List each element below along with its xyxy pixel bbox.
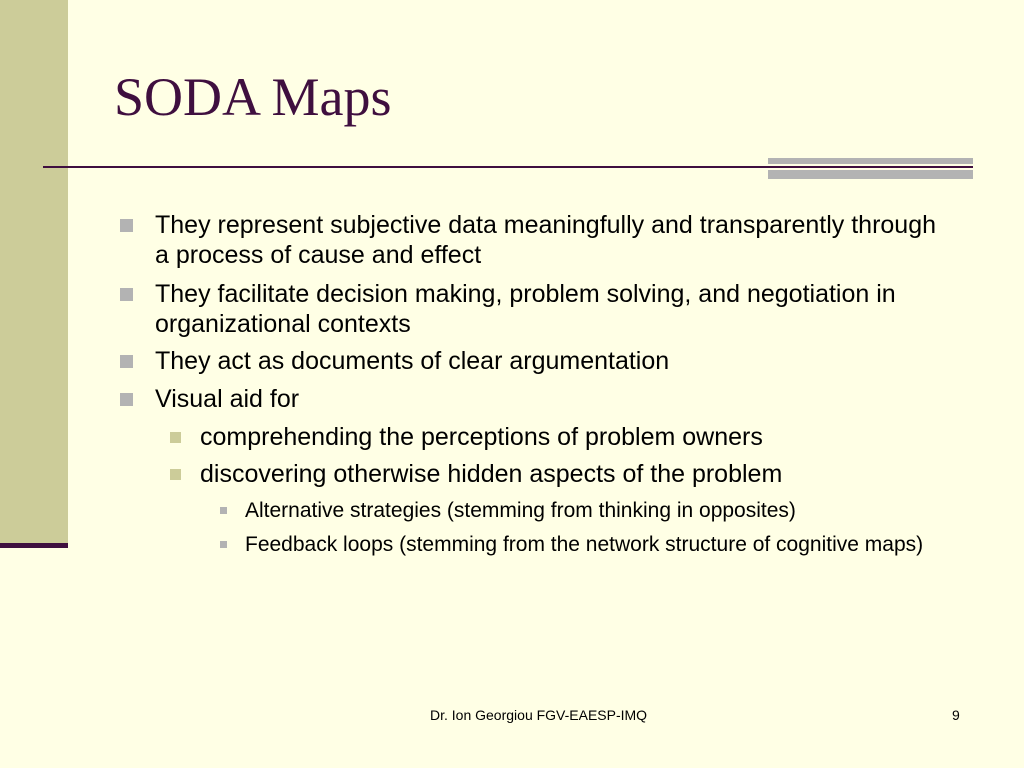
bullet-item <box>155 384 955 414</box>
bullet-item <box>155 210 955 270</box>
sub-bullet-text: comprehending the perceptions of problem owners <box>200 423 763 451</box>
left-decorative-band <box>0 0 68 545</box>
square-bullet-icon <box>170 469 181 480</box>
square-bullet-icon <box>220 541 227 548</box>
sub-sub-bullet-text: Alternative strategies (stemming from thinking in opposites) <box>245 499 796 522</box>
footer-author: Dr. Ion Georgiou FGV-EAESP-IMQ <box>430 707 648 723</box>
sub-bullet-text: discovering otherwise hidden aspects of the problem <box>200 460 783 488</box>
page-number: 9 <box>952 707 960 723</box>
bullet-text: Visual aid for <box>155 385 300 413</box>
slide-title: SODA Maps <box>114 67 392 127</box>
square-bullet-icon <box>220 507 227 514</box>
sub-sub-bullet-text: Feedback loops (stemming from the network structure of cognitive maps) <box>245 533 924 556</box>
sub-sub-bullet-item <box>245 497 935 524</box>
sub-bullet-item <box>200 422 940 452</box>
bullet-text: They represent subjective data meaningfully and transparently through a process of cause and effect <box>155 211 937 269</box>
left-band-rule <box>0 543 68 548</box>
sub-sub-bullet-item <box>245 531 935 558</box>
square-bullet-icon <box>120 355 133 368</box>
bullet-text: They facilitate decision making, problem solving, and negotiation in organizational contexts <box>155 280 896 338</box>
sub-bullet-item <box>200 459 940 489</box>
bullet-text: They act as documents of clear argumentation <box>155 347 670 375</box>
square-bullet-icon <box>120 393 133 406</box>
title-underline-accent <box>768 158 973 179</box>
square-bullet-icon <box>120 288 133 301</box>
square-bullet-icon <box>120 219 133 232</box>
square-bullet-icon <box>170 432 181 443</box>
bullet-item <box>155 279 955 339</box>
bullet-item <box>155 346 955 376</box>
